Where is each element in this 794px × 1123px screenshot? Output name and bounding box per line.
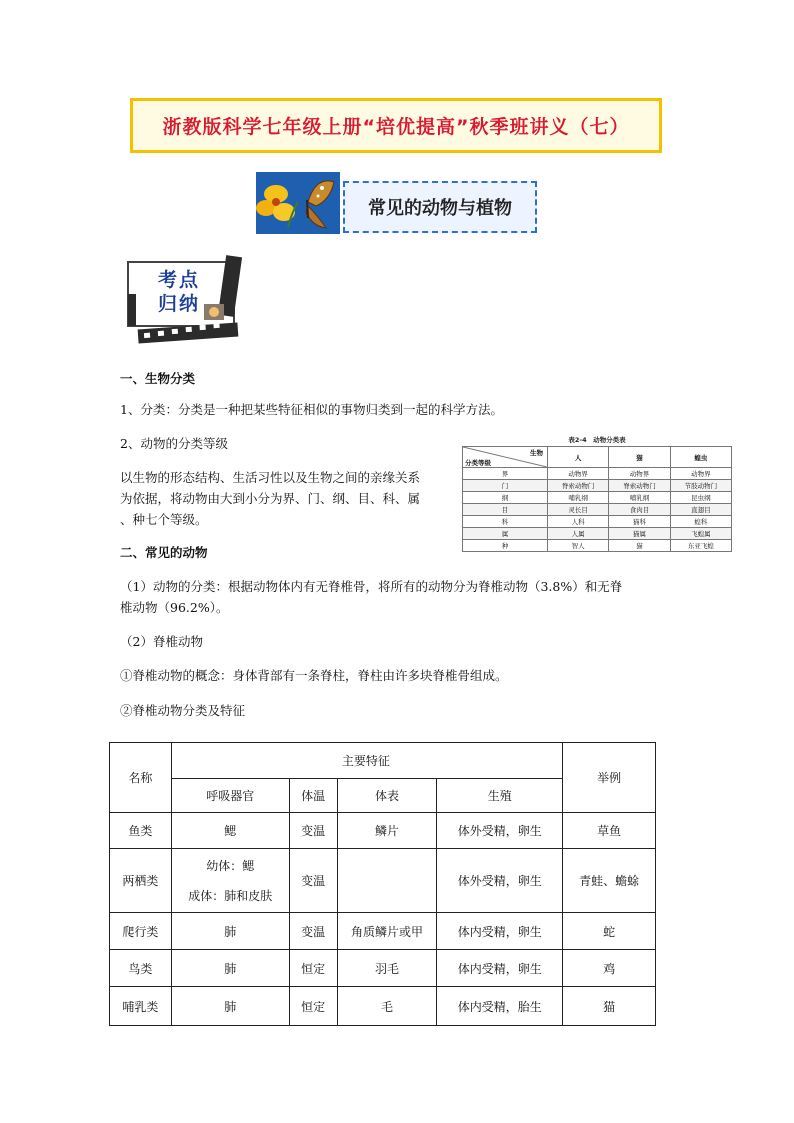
table-cell: 鱼类 (110, 813, 172, 849)
table-cell: 蝗科 (670, 516, 731, 528)
table-cell: 门 (463, 480, 548, 492)
table-cell: 体内受精，卵生 (437, 950, 563, 987)
table-row (110, 987, 656, 1026)
header-name: 名称 (110, 743, 172, 813)
table-cell: 羽毛 (337, 950, 437, 987)
header-reproduction: 生殖 (437, 779, 563, 813)
table-cell: 智人 (548, 540, 609, 552)
corner-top-label: 生物 (530, 449, 543, 457)
table-cell: 猫科 (609, 516, 670, 528)
resp-larva: 幼体：鳃 (206, 858, 255, 873)
header-body-surface: 体表 (337, 779, 437, 813)
badge-line-2: 归纳 (158, 293, 201, 315)
header-main-features: 主要特征 (171, 743, 562, 779)
table-cell: 肺 (171, 950, 289, 987)
table-cell: 体外受精，卵生 (437, 813, 563, 849)
classification-table (462, 434, 732, 552)
table-cell: 恒定 (289, 987, 337, 1026)
table-cell: 青蛙、蟾蜍 (563, 849, 656, 913)
paragraph-classification: 1、分类：分类是一种把某些特征相似的事物归类到一起的科学方法。 (120, 402, 503, 417)
page-title: 浙教版科学七年级上册“培优提高”秋季班讲义（七） (130, 98, 662, 153)
section-1-heading: 一、生物分类 (120, 371, 196, 386)
paragraph-vertebrates-heading: （2）脊椎动物 (120, 634, 203, 649)
table-cell: 东亚飞蝗 (670, 540, 731, 552)
table-cell: 爬行类 (110, 913, 172, 950)
paragraph-vertebrate-concept: ①脊椎动物的概念：身体背部有一条脊柱，脊柱由许多块脊椎骨组成。 (120, 668, 508, 683)
table-cell (171, 849, 289, 913)
corner-bottom-label: 分类等级 (465, 459, 491, 467)
table-cell: 灵长目 (548, 504, 609, 516)
table-cell: 体内受精，卵生 (437, 913, 563, 950)
paragraph-levels-line-1: 以生物的形态结构、生活习性以及生物之间的亲缘关系 (120, 470, 421, 485)
table-cell: 变温 (289, 913, 337, 950)
summary-badge (124, 254, 248, 344)
table-cell: 体外受精，卵生 (437, 849, 563, 913)
table-row (463, 468, 732, 480)
table-row (110, 913, 656, 950)
table-cell: 鳃 (171, 813, 289, 849)
table-cell: 直翅目 (670, 504, 731, 516)
table-cell: 目 (463, 504, 548, 516)
table-cell: 脊索动物门 (548, 480, 609, 492)
table-row (463, 528, 732, 540)
table-cell: 哺乳纲 (548, 492, 609, 504)
table-cell: 蛇 (563, 913, 656, 950)
table-cell: 动物界 (548, 468, 609, 480)
table-cell: 动物界 (609, 468, 670, 480)
paragraph-levels-heading: 2、动物的分类等级 (120, 436, 228, 451)
table-cell: 动物界 (670, 468, 731, 480)
table-row (463, 492, 732, 504)
badge-line-1: 考点 (158, 269, 201, 291)
column-header: 人 (548, 447, 609, 468)
table-cell: 鸟类 (110, 950, 172, 987)
paragraph-vertebrate-classes: ②脊椎动物分类及特征 (120, 703, 246, 718)
table-cell: 人科 (548, 516, 609, 528)
table-row (110, 849, 656, 913)
table-cell: 角质鳞片或甲 (337, 913, 437, 950)
header-example: 举例 (563, 743, 656, 813)
table-cell: 哺乳类 (110, 987, 172, 1026)
table-cell: 体内受精，胎生 (437, 987, 563, 1026)
table-cell: 人属 (548, 528, 609, 540)
table-cell: 脊索动物门 (609, 480, 670, 492)
table-cell: 恒定 (289, 950, 337, 987)
table-cell: 两栖类 (110, 849, 172, 913)
table-cell: 纲 (463, 492, 548, 504)
topic-heading: 常见的动物与植物 (343, 181, 537, 233)
table-cell: 猫 (563, 987, 656, 1026)
table-cell: 界 (463, 468, 548, 480)
resp-adult: 成体：肺和皮肤 (188, 888, 273, 903)
vertebrate-table (109, 742, 656, 1026)
table-cell: 飞蝗属 (670, 528, 731, 540)
paragraph-animal-classification-line-2: 椎动物（96.2%）。 (120, 600, 229, 615)
table-cell: 变温 (289, 849, 337, 913)
section-2-heading: 二、常见的动物 (120, 545, 208, 560)
table-cell (337, 849, 437, 913)
corner-cell (463, 447, 548, 468)
table-cell: 昆虫纲 (670, 492, 731, 504)
table-cell: 科 (463, 516, 548, 528)
classification-table-caption: 表2-4 动物分类表 (568, 436, 626, 444)
table-row (463, 504, 732, 516)
table-cell: 草鱼 (563, 813, 656, 849)
table-cell: 鳞片 (337, 813, 437, 849)
table-row (110, 813, 656, 849)
column-header: 猫 (609, 447, 670, 468)
header-respiration: 呼吸器官 (171, 779, 289, 813)
table-cell: 猫 (609, 540, 670, 552)
table-row (463, 480, 732, 492)
paragraph-levels-line-2: 为依据，将动物由大到小分为界、门、纲、目、科、属 (120, 491, 421, 506)
paragraph-levels-line-3: 、种七个等级。 (120, 512, 208, 527)
table-cell: 节肢动物门 (670, 480, 731, 492)
header-temperature: 体温 (289, 779, 337, 813)
table-cell: 食肉目 (609, 504, 670, 516)
table-cell: 种 (463, 540, 548, 552)
flower-butterfly-image (256, 172, 340, 234)
table-cell: 哺乳纲 (609, 492, 670, 504)
table-cell: 鸡 (563, 950, 656, 987)
table-row (463, 516, 732, 528)
table-cell: 肺 (171, 913, 289, 950)
table-row (463, 540, 732, 552)
table-row (110, 950, 656, 987)
column-header: 蝗虫 (670, 447, 731, 468)
table-cell: 猫属 (609, 528, 670, 540)
table-cell: 毛 (337, 987, 437, 1026)
table-cell: 变温 (289, 813, 337, 849)
paragraph-animal-classification-line-1: （1）动物的分类：根据动物体内有无脊椎骨，将所有的动物分为脊椎动物（3.8%）和无脊 (120, 579, 623, 594)
table-cell: 肺 (171, 987, 289, 1026)
table-cell: 属 (463, 528, 548, 540)
